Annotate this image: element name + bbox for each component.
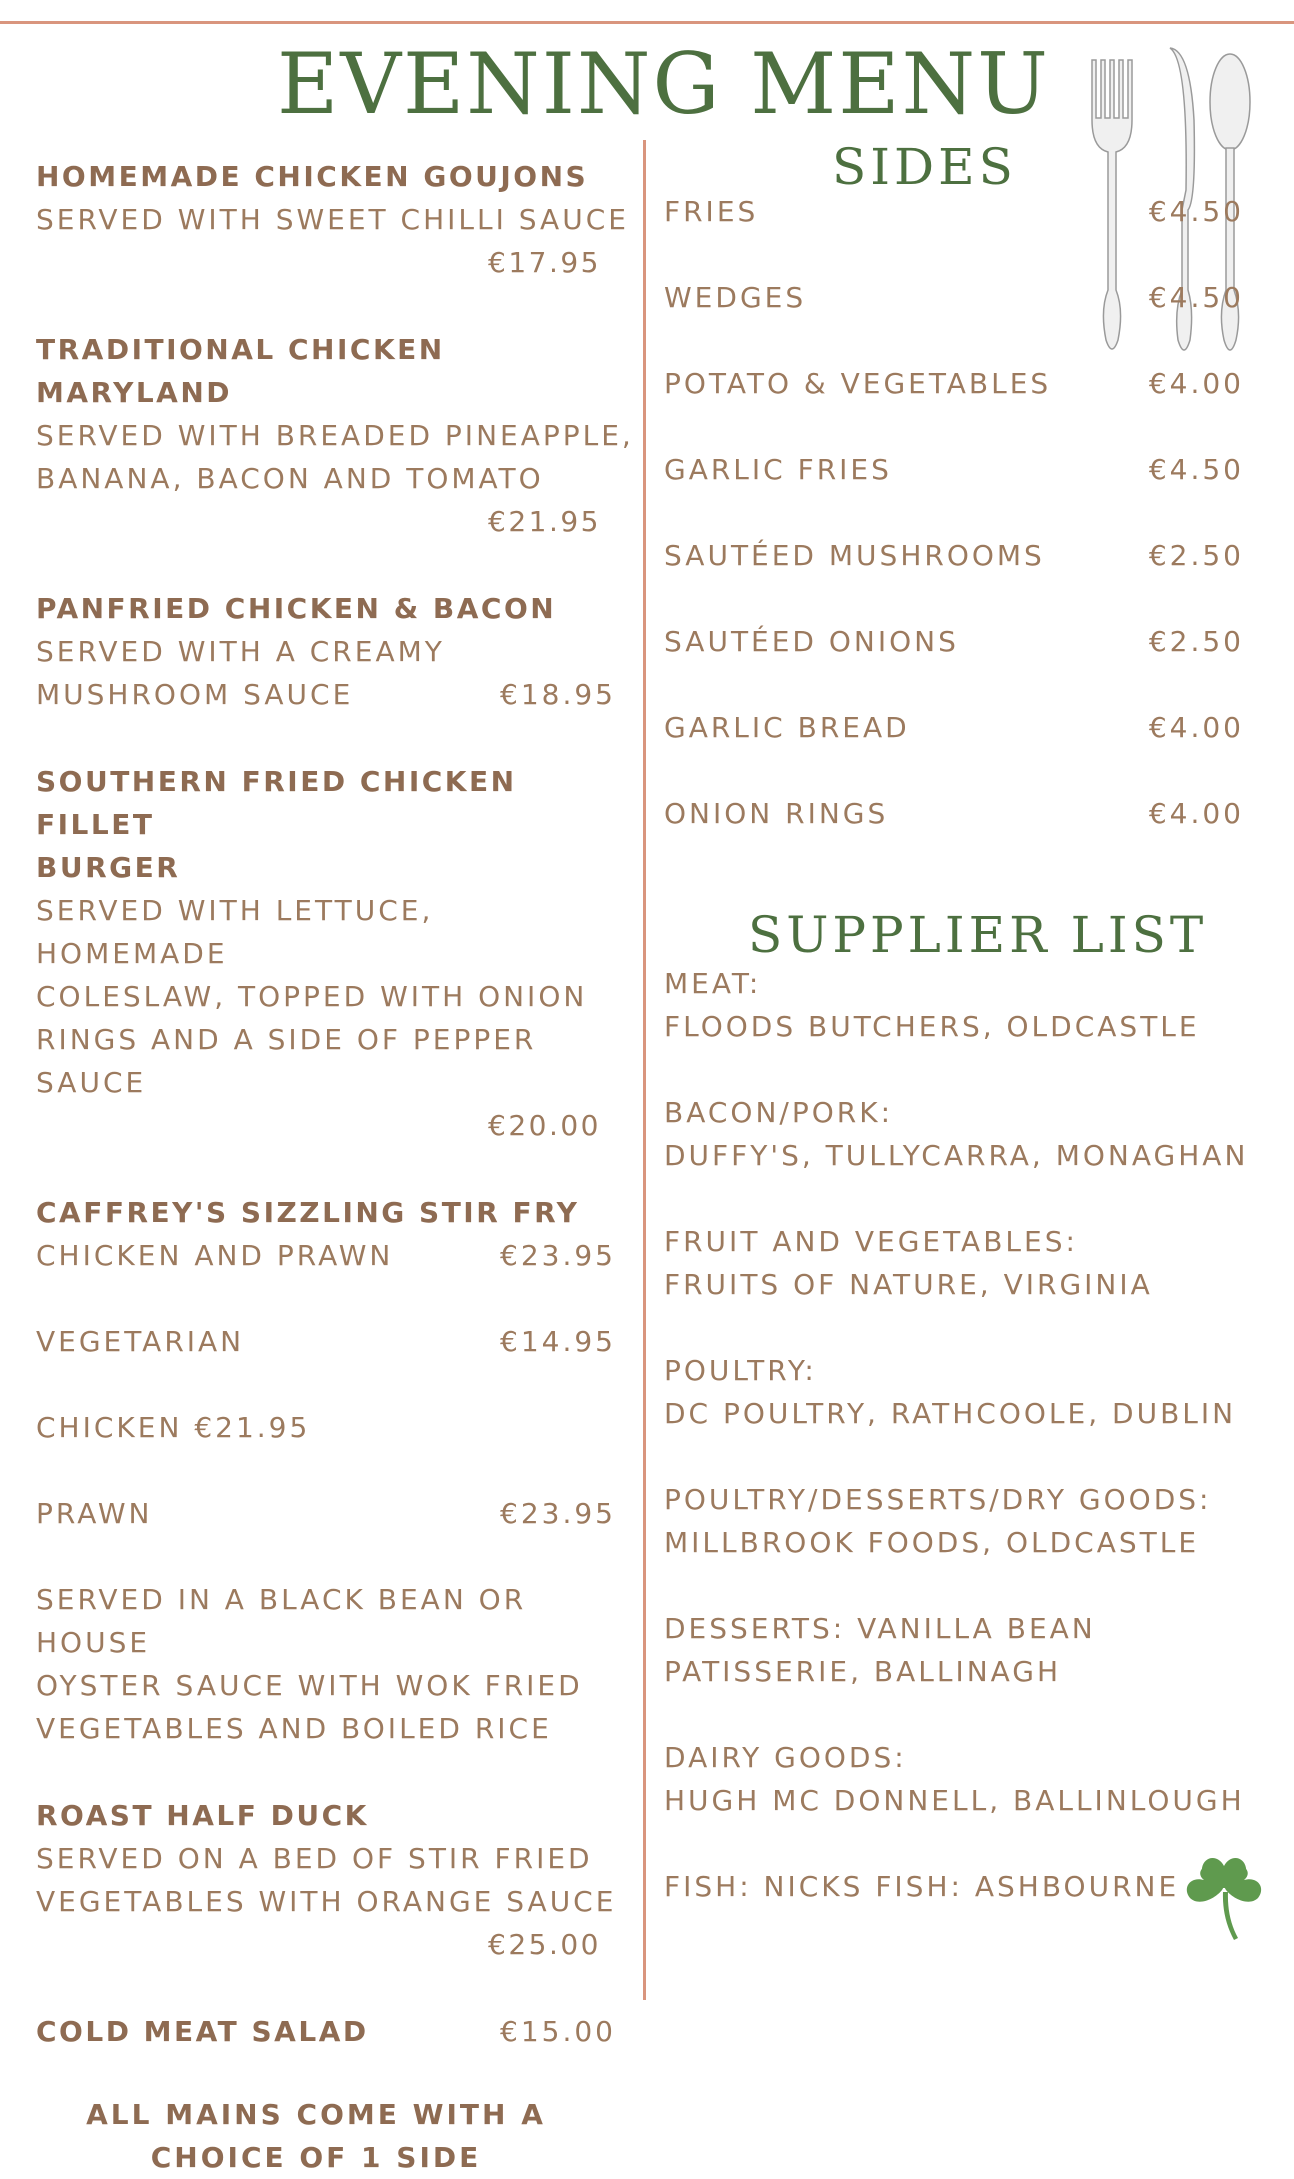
spacer (36, 1363, 636, 1406)
dish-description: SERVED WITH SWEET CHILLI SAUCE (36, 203, 629, 236)
dish-description: SERVED IN A BLACK BEAN OR HOUSE (36, 1583, 527, 1659)
dish-price: €17.95 (488, 246, 601, 279)
dish-name: TRADITIONAL CHICKEN MARYLAND (36, 333, 445, 409)
dish-price: €18.95 (500, 678, 616, 711)
page-title: EVENING MENU (277, 35, 1050, 133)
side-item (664, 276, 1254, 362)
dish-stir-fry (36, 1191, 636, 1750)
option-price: €23.95 (500, 1497, 616, 1530)
mains-column (36, 155, 636, 2179)
dish-maryland (36, 328, 636, 543)
option-label: CHICKEN AND PRAWN (36, 1239, 394, 1272)
dish-price: €21.95 (488, 505, 601, 538)
spacer (36, 1277, 636, 1320)
dish-panfried-chicken (36, 587, 636, 716)
side-name: POTATO & VEGETABLES (664, 367, 1052, 400)
dish-description: MUSHROOM SAUCE (36, 678, 354, 711)
option-label: CHICKEN €21.95 (36, 1411, 311, 1444)
supplier-entry (664, 1220, 1264, 1306)
shamrock-icon (1182, 1848, 1266, 1944)
side-item (664, 362, 1254, 448)
supplier-title: SUPPLIER LIST (748, 906, 1208, 964)
spacer (36, 1449, 636, 1492)
supplier-entry (664, 1607, 1264, 1693)
dish-name: SOUTHERN FRIED CHICKEN FILLET (36, 765, 517, 841)
supplier-entry (664, 962, 1264, 1048)
top-rule (0, 21, 1294, 24)
supplier-category: FISH: NICKS FISH: ASHBOURNE (664, 1870, 1180, 1903)
dish-price: €15.00 (500, 2015, 616, 2048)
side-item (664, 448, 1254, 534)
dish-description: BANANA, BACON AND TOMATO (36, 462, 544, 495)
side-item (664, 792, 1254, 878)
mains-note-line: ALL MAINS COME WITH A (86, 2098, 546, 2131)
dish-price: €25.00 (488, 1928, 601, 1961)
side-item (664, 620, 1254, 706)
sides-title: SIDES (832, 138, 1017, 196)
side-name: WEDGES (664, 281, 807, 314)
supplier-entry (664, 1736, 1264, 1822)
dish-price-row (36, 673, 636, 716)
option-label: VEGETARIAN (36, 1325, 245, 1358)
dish-price: €20.00 (488, 1109, 601, 1142)
dish-description: SERVED WITH A CREAMY (36, 635, 445, 668)
mains-note (36, 2093, 596, 2179)
side-name: FRIES (664, 195, 759, 228)
supplier-name: FLOODS BUTCHERS, OLDCASTLE (664, 1010, 1200, 1043)
dish-name: CAFFREY'S SIZZLING STIR FRY (36, 1196, 580, 1229)
side-price: €4.50 (1148, 195, 1244, 228)
dish-cold-meat-salad (36, 2010, 636, 2053)
supplier-name: MILLBROOK FOODS, OLDCASTLE (664, 1526, 1200, 1559)
side-item (664, 706, 1254, 792)
option-row (36, 1492, 636, 1535)
side-price: €4.00 (1148, 711, 1244, 744)
supplier-category: DAIRY GOODS: (664, 1741, 907, 1774)
mains-note-line: CHOICE OF 1 SIDE (150, 2141, 482, 2174)
option-row (36, 1320, 636, 1363)
side-price: €4.00 (1148, 797, 1244, 830)
side-name: GARLIC BREAD (664, 711, 910, 744)
side-name: GARLIC FRIES (664, 453, 892, 486)
option-price: €23.95 (500, 1239, 616, 1272)
dish-goujons (36, 155, 636, 284)
dish-description: RINGS AND A SIDE OF PEPPER SAUCE (36, 1023, 537, 1099)
side-price: €2.50 (1148, 625, 1244, 658)
dish-description: OYSTER SAUCE WITH WOK FRIED (36, 1669, 583, 1702)
side-name: SAUTÉED ONIONS (664, 625, 959, 658)
dish-description: SERVED ON A BED OF STIR FRIED (36, 1842, 593, 1875)
supplier-entry (664, 1865, 1264, 1908)
side-price: €4.00 (1148, 367, 1244, 400)
side-item (664, 190, 1254, 276)
dish-name: BURGER (36, 851, 181, 884)
supplier-entry (664, 1091, 1264, 1177)
supplier-category: FRUIT AND VEGETABLES: (664, 1225, 1078, 1258)
supplier-category: POULTRY: (664, 1354, 817, 1387)
dish-description: SERVED WITH BREADED PINEAPPLE, (36, 419, 634, 452)
dish-description: SERVED WITH LETTUCE, HOMEMADE (36, 894, 434, 970)
option-label: PRAWN (36, 1497, 153, 1530)
dish-name: HOMEMADE CHICKEN GOUJONS (36, 160, 589, 193)
supplier-list (664, 962, 1264, 1951)
supplier-name: PATISSERIE, BALLINAGH (664, 1655, 1062, 1688)
supplier-name: FRUITS OF NATURE, VIRGINIA (664, 1268, 1153, 1301)
supplier-category: MEAT: (664, 967, 762, 1000)
dish-name: PANFRIED CHICKEN & BACON (36, 592, 557, 625)
supplier-category: POULTRY/DESSERTS/DRY GOODS: (664, 1483, 1212, 1516)
dish-name: ROAST HALF DUCK (36, 1799, 369, 1832)
dish-southern-fried-burger (36, 760, 636, 1147)
supplier-category: BACON/PORK: (664, 1096, 894, 1129)
side-price: €2.50 (1148, 539, 1244, 572)
option-price: €14.95 (500, 1325, 616, 1358)
supplier-entry (664, 1478, 1264, 1564)
side-item (664, 534, 1254, 620)
side-price: €4.50 (1148, 453, 1244, 486)
supplier-category: DESSERTS: VANILLA BEAN (664, 1612, 1096, 1645)
supplier-entry (664, 1349, 1264, 1435)
dish-description: VEGETABLES WITH ORANGE SAUCE (36, 1885, 617, 1918)
side-name: SAUTÉED MUSHROOMS (664, 539, 1045, 572)
dish-description: COLESLAW, TOPPED WITH ONION (36, 980, 588, 1013)
column-divider (643, 140, 646, 2000)
dish-roast-duck (36, 1794, 636, 1966)
supplier-name: DC POULTRY, RATHCOOLE, DUBLIN (664, 1397, 1237, 1430)
sides-list (664, 190, 1254, 878)
dish-price-row (36, 2010, 636, 2053)
dish-name: COLD MEAT SALAD (36, 2015, 369, 2048)
side-price: €4.50 (1148, 281, 1244, 314)
spacer (36, 1535, 636, 1578)
supplier-name: DUFFY'S, TULLYCARRA, MONAGHAN (664, 1139, 1249, 1172)
option-row (36, 1406, 636, 1449)
option-row (36, 1234, 636, 1277)
dish-description: VEGETABLES AND BOILED RICE (36, 1712, 552, 1745)
side-name: ONION RINGS (664, 797, 889, 830)
supplier-name: HUGH MC DONNELL, BALLINLOUGH (664, 1784, 1245, 1817)
